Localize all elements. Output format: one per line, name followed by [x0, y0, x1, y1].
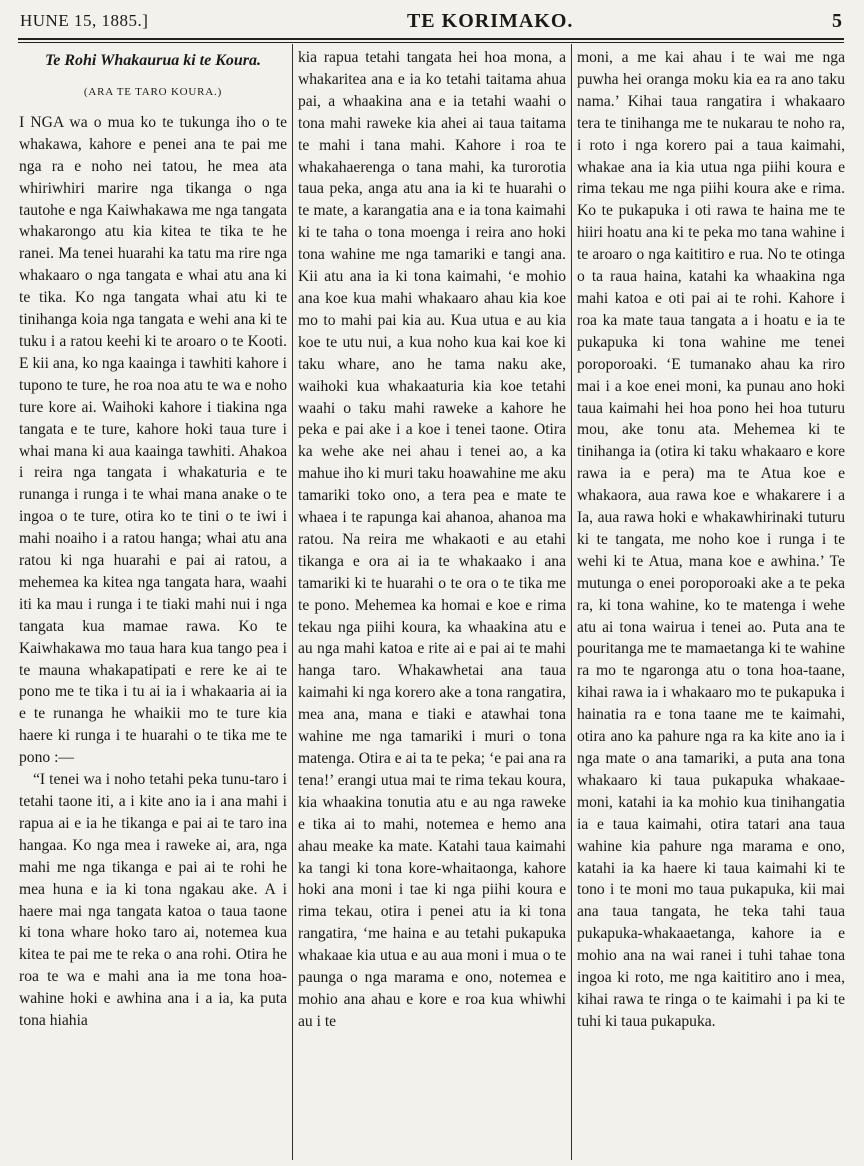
article-columns — [14, 44, 850, 1160]
column-2 — [292, 44, 571, 1160]
header-rule — [18, 38, 844, 40]
paragraph-text: NGA wa o mua ko te tukunga iho o te whakawa, kahore e penei ana te pai me nga ra e noho nei tatou, he mea ata whiriwhiri marire nga tikanga o nga tautohe e nga Kaiwhakawa me nga tangata whakarongo atu kia kitea te tika te he ranei. Ma tenei huarahi ka tatu ma rire nga whakaaro o nga tangata e whai atu ana ki te tika. Ko nga tangata whai atu ki te tinihanga koia nga tangata e wehi ana ki te tuku i a ratou keehi ki te aroaro o te Kooti. E kii ana, ko nga kaainga i tawhiti kahore i tupono te ture, he roa noa atu te wa e noho ture kore ai. Waihoki kahore i tiakina nga tangata e te ture, kahore hoki taua ture i whai mana ki aua kaainga tawhiti. Ahakoa i reira nga tangata i whakaturia e te runanga i runga i te whai mana anake o te ingoa o te ture, otira ko te tini o te iwi i mahi noaiho i a ratou hanga; whai atu ana ratou ki nga huarahi e pai ai ratou, a mehemea ka kitea nga tangata hara, waahi iti ka mau i runga i te tiaki mahi nui i nga tangata kua mamae rawa. Ko te Kaiwhakawa mo taua hara kua tango pea i te mauna whakapatipati e rere ke ai te pono me te tika i tu ai ia i whakaaria ai ia e te runanga he whaikii mo te ture kia haere ki runga i te huarahi o te tika me te pono :— — [19, 113, 287, 767]
article-paragraph-2: “I tenei wa i noho tetahi peka tunu-taro i tetahi taone iti, a i kite ano ia i ana mahi i rapua ai e ia he tikanga e pai ai te taro ina hangaa. Ko nga mea i raweke ai, ara, nga mahi me nga tikanga e pai ai te rohi he mea huna e ia ki tona ngakau ake. A i haere mai nga tangata katoa o taua taone ki tona whare hoko taro ai, notemea kua kitea te pai me te reka o ana rohi. Otira he roa te wa e mahi ana ia me tona hoa-wahine hoki e awhina ana i a ia, ka puta tona hiahia — [19, 771, 287, 1030]
column-3 — [571, 44, 850, 1160]
page-number: 5 — [832, 9, 842, 32]
masthead-title: TE KORIMAKO. — [406, 9, 574, 32]
page-header — [20, 6, 842, 36]
article-subtitle: (ARA TE TARO KOURA.) — [83, 86, 223, 98]
column-1 — [14, 44, 292, 1160]
article-paragraph-3: kia rapua tetahi tangata hei hoa mona, a whakaritea ana e ia ko tetahi taitama ahua pai, a whaakina ana e ia tetahi waahi o tona mahi raweke kia ahei ai taua taitama te mahi i tana mahi. Kahore i roa te whakahaerenga o tana mahi, ka turorotia taua peka, anga atu ana ia ki te huarahi o te mate, a karangatia ana e ia tona kaimahi ki te taha o tona moenga i reira ano hoki tona wahine me nga tamariki e tangi ana. Kii atu ana ia ki tona kaimahi, ‘e mohio ana koe kua mahi whakaaro ahau kia koe mo to mahi pai kia au. Kua utua e au kia koe te utu nui, a kua noho kua kai koe ki taku whare, ano he tama naku ake, waihoki kua whakaaturia kia koe tetahi waahi o taku mahi raweke a kahore he peka e pai ake i a koe i tenei taone. Otira ka wehe ake nei ahau i tenei ao, a ka mahue iho ki muri taku hoawahine me aku tamariki toko ono, a tera pea e mate te whaea i te rapunga kai ahanoa, ahanoa ma ratou. Na reira me whakaoti e au etahi tikanga e ora ai ia te whakaako i ana tamariki ki te huarahi o te ora o te tika me te pono. Mehemea ka homai e koe e rima tekau nga piihi koura, ka whaakina atu e au nga mahi katoa e rite ai e pai ai te mahi hanga taro. Whakawhetai ana taua kaimahi ki nga korero ake a tona rangatira, mea ana, mana e tiaki e atawhai tona wahine me nga tamariki i muri o tona matenga. Otira e ai ta te peka; ‘e pai ana ra tena!’ erangi utua mai te rima tekau koura, kia whaakina tonutia atu e au nga raweke e tika ai to mahi, notemea e hemo ana ahau meake ka mate. Katahi taua kaimahi ka tangi ki tona kore-whaitaonga, kahore hoki ana moni i tae ki nga piihi koura e rima tekau, otira i penei atu ia ki tona rangatira, ‘me haina e au tetahi pukapuka whakaae kia utua e au aua moni i mua o te paunga o nga marama e ono, notemea e mohio ana ahau e kore e roa kua whiwhi au i te — [298, 49, 566, 1030]
article-title: Te Rohi Whakaurua ki te Koura. — [44, 52, 262, 69]
article-paragraph-4: moni, a me kai ahau i te wai me nga puwha hei oranga moku kia ea ra ano taku nama.’ Kihai taua rangatira i whakaaro tera te tinihanga me te nukarau te noho ra, i roto i nga korero pai a taua kaimahi, whakae ana ia kia utua nga piihi koura e rima tekau me nga piihi koura ake e rima. Ko te pukapuka i oti rawa te haina me te hiiri hoatu ana ki te peka mo tana wahine i te aroaro o nga kaititiro e rua. No te otinga o ta raua haina, katahi ka whaakina nga mahi katoa e oti pai ai te rohi. Kahore i roa ka mate taua tangata a i hoatu e ia te pukapuka ki tona wahine me tenei poroporoaki. ‘E tumanako ahau ka riro mai i a koe enei moni, ka punau ano hoki taua kaimahi hei hoa pono hei hoa tuturu mou, ake tonu ata. Mehemea ki te tinihanga ia (otira ki taku whakaaro e kore rawa ia e pera) ma te Atua koe e whakaora, aua rawa koe e whakarere i a Ia, aua rawa hoki e whakawhirinaki tuturu ki te tangata, me noho koe i runga i te wehi ki te Atua, mana koe e awhina.’ Te mutunga o enei poroporoaki ake a te peka ra, ki tona wahine, ko te matenga i wehe atu ai tona wairua i tenei ao. Puta ana te pouritanga me te mamaetanga ki te wahine ra mo te ngaronga atu o tona hoa-taane, kihai rawa ia i whakaaro mo te pukapuka i hainatia ra e tona taane me te kaimahi, otira ano ka pahure nga ra ka kite ano ia i nga mate o ana tamariki, a puta ana tona whakaaro ki taua pukapuka whakaae-moni, katahi ia ka mohio kua tinihangatia ia e taua kaimahi, otira tatari ana taua wahine kia pahure nga marama e ono, katahi ia ka haere ki taua kaimahi ki te tono i te moni mo taua pukapuka, kii mai ana taua tangata, he teka tahi taua pukapuka-whakaaetanga, kahore ia e mohio ana na wai ranei i tuhi tahae tona ingoa ki roto, me nga kaititiro ano i mea, kihai rawa te ringa o te kaimahi i pa ki te tuhi ki taua pukapuka. — [577, 49, 845, 1030]
header-rule-thin — [18, 42, 844, 43]
drop-cap: I — [19, 113, 25, 131]
issue-date: HUNE 15, 1885.] — [20, 11, 149, 30]
article-paragraph-1 — [19, 112, 287, 769]
